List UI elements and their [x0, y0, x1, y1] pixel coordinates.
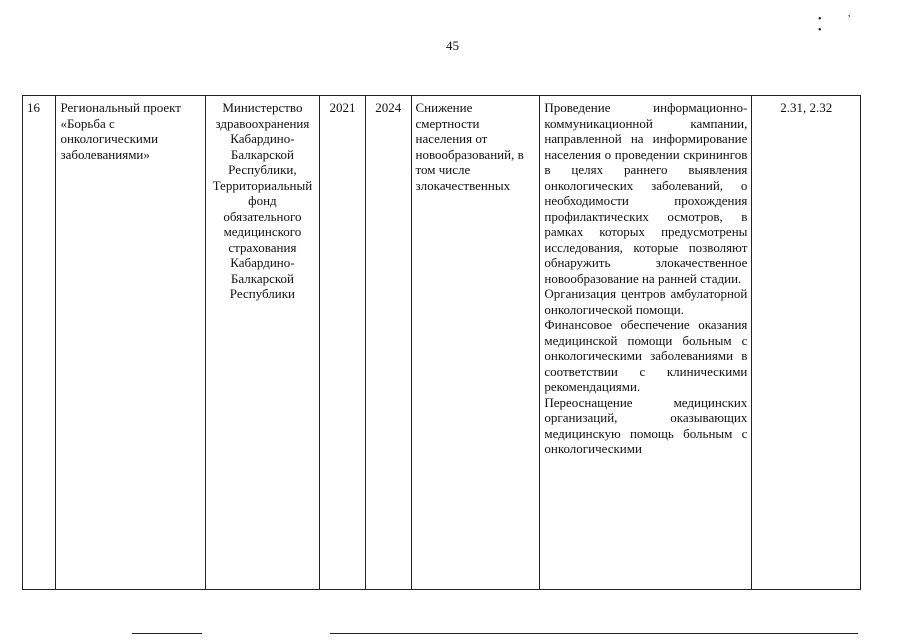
year-start-cell: 2021	[320, 96, 366, 590]
measure-item: Переоснащение медицинских организаций, оказывающих медицинскую помощь больным с онкологическими	[544, 394, 748, 456]
row-number-cell: 16	[23, 96, 56, 590]
measure-item: Финансовое обеспечение оказания медицинской помощи больным с онкологическими заболеваниями в соответствии с клиническими рекомендациями.	[544, 317, 748, 394]
executors-cell: Министерство здравоохранения Кабардино-Балкарской Республики, Территориальный фонд обязательного медицинского страхования Кабардино-Балкарской Республики	[205, 96, 320, 590]
bottom-rule-right	[330, 633, 858, 634]
measure-item: Проведение информационно-коммуникационной кампании, направленной на информирование населения о проведении скринингов в целях раннего выявления онкологических заболеваний, о необходимости прохождения профилактических осмотров, в рамках которых предусмотрены исследования, которые позволяют обнаружить злокачественное новообразование на ранней стадии.	[544, 100, 748, 286]
year-end-cell: 2024	[365, 96, 411, 590]
target-cell: Снижение смертности населения от новообразований, в том числе злокачественных	[411, 96, 540, 590]
measure-item: Организация центров амбулаторной онкологической помощи.	[544, 286, 748, 317]
page-number: 45	[446, 38, 459, 53]
bottom-rule-left	[132, 633, 202, 634]
corner-marks: •’ •	[818, 14, 877, 36]
project-name-cell: Региональный проект «Борьба с онкологическими заболеваниями»	[56, 96, 205, 590]
references-cell: 2.31, 2.32	[752, 96, 861, 590]
table-row	[23, 96, 861, 590]
measures-cell	[540, 96, 752, 590]
program-table	[22, 95, 861, 590]
